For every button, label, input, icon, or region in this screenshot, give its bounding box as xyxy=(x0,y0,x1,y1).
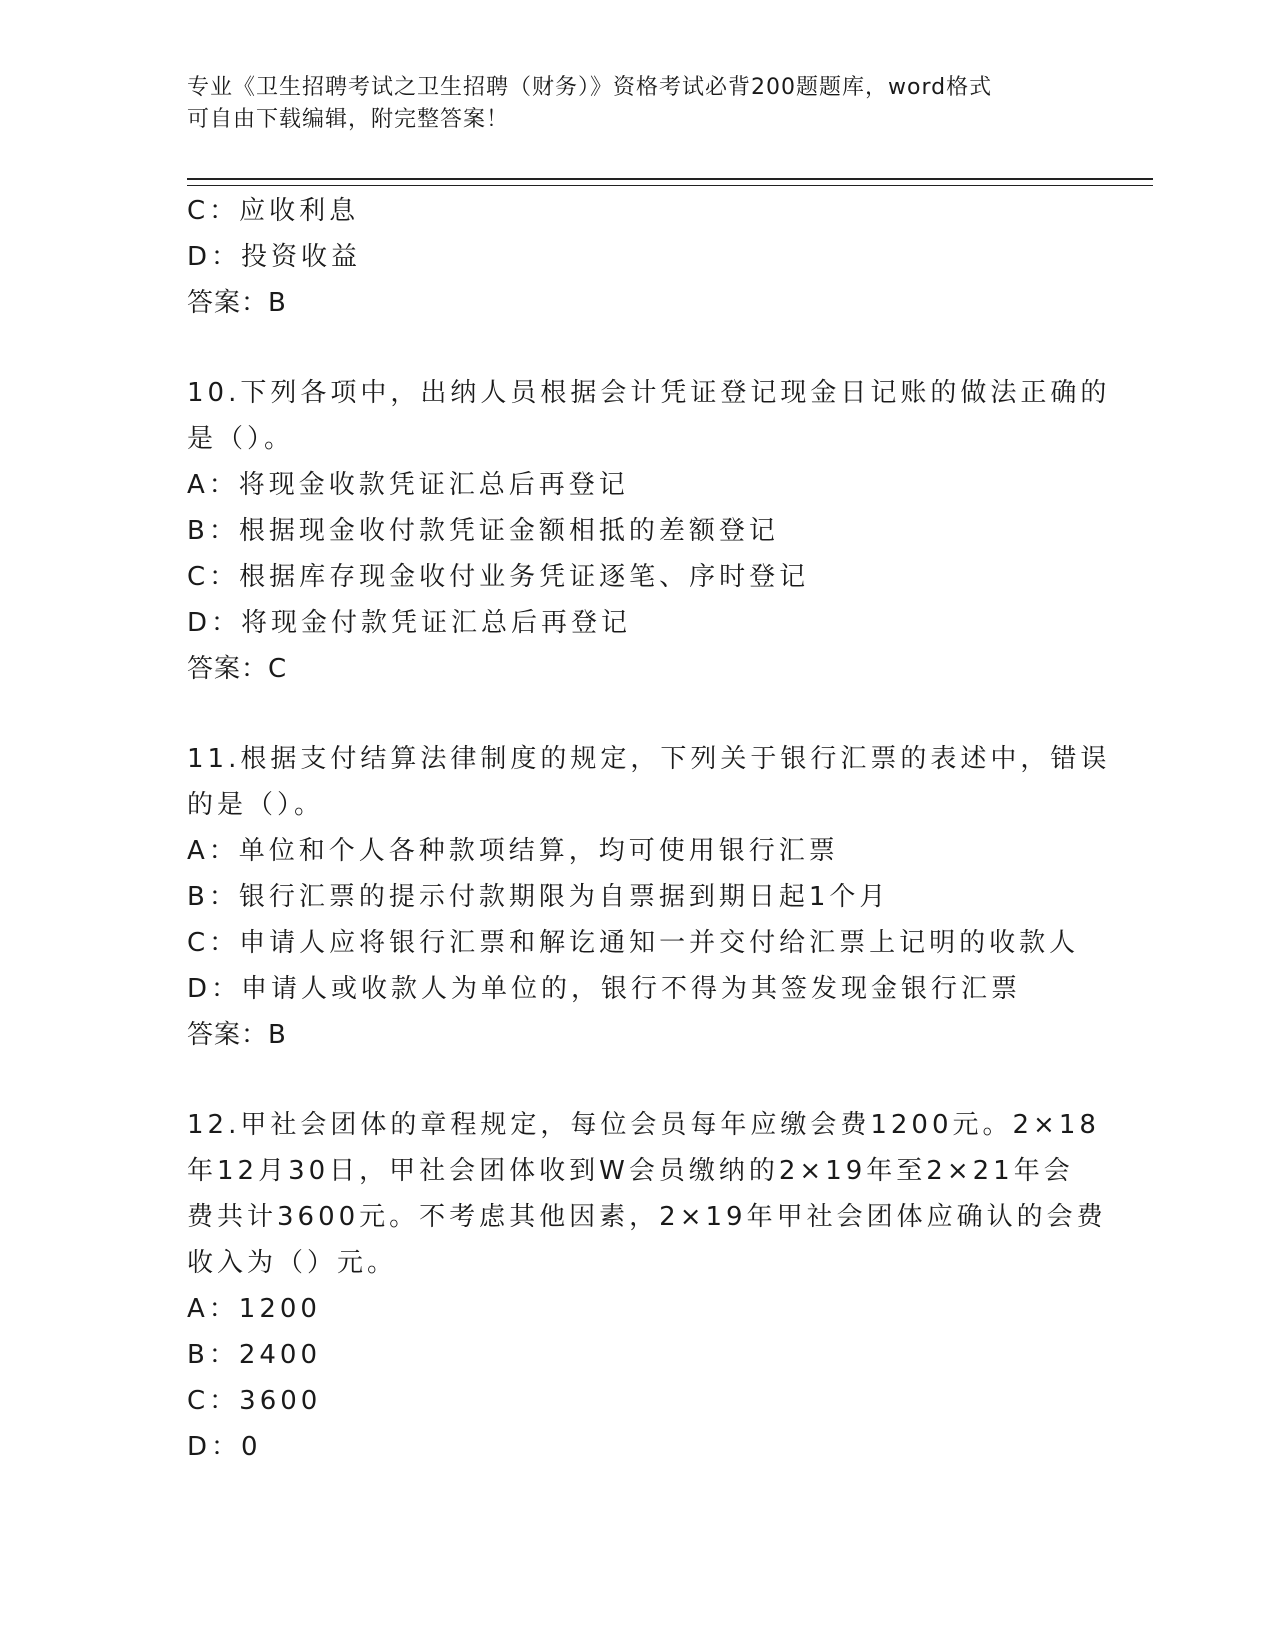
q11-option-c: C：申请人应将银行汇票和解讫通知一并交付给汇票上记明的收款人 xyxy=(187,928,1080,958)
question-12 xyxy=(187,1102,1107,1470)
q10-stem-line-1: 10.下列各项中，出纳人员根据会计凭证登记现金日记账的做法正确的 xyxy=(187,378,1111,408)
q12-option-a: A：1200 xyxy=(187,1294,321,1324)
q12-stem-line-4: 收入为（）元。 xyxy=(187,1248,398,1278)
q12-stem-line-1: 12.甲社会团体的章程规定，每位会员每年应缴会费1200元。2×18 xyxy=(187,1110,1100,1140)
q12-option-b: B：2400 xyxy=(187,1340,322,1370)
q11-stem-line-1: 11.根据支付结算法律制度的规定，下列关于银行汇票的表述中，错误 xyxy=(187,744,1111,774)
header-title-line-1: 专业《卫生招聘考试之卫生招聘（财务）》资格考试必背200题题库，word格式 xyxy=(187,75,993,100)
header-divider xyxy=(187,178,1153,186)
q10-option-b: B：根据现金收付款凭证金额相抵的差额登记 xyxy=(187,516,779,546)
q11-stem-line-2: 的是（）。 xyxy=(187,790,325,820)
q11-option-a: A：单位和个人各种款项结算，均可使用银行汇票 xyxy=(187,836,839,866)
question-9-tail xyxy=(187,188,1087,326)
q10-option-d: D：将现金付款凭证汇总后再登记 xyxy=(187,608,632,638)
q10-option-a: A：将现金收款凭证汇总后再登记 xyxy=(187,470,629,500)
q11-option-b: B：银行汇票的提示付款期限为自票据到期日起1个月 xyxy=(187,882,890,912)
spacer xyxy=(187,692,1087,736)
q9-option-c: C：应收利息 xyxy=(187,196,360,226)
spacer xyxy=(187,1058,1087,1102)
q12-stem-line-3: 费共计3600元。不考虑其他因素，2×19年甲社会团体应确认的会费 xyxy=(187,1202,1107,1232)
q9-option-d: D：投资收益 xyxy=(187,242,362,272)
q12-stem-line-2: 年12月30日，甲社会团体收到W会员缴纳的2×19年至2×21年会 xyxy=(187,1156,1074,1186)
question-content xyxy=(187,188,1111,1470)
q10-stem-line-2: 是（）。 xyxy=(187,424,295,454)
q12-option-d: D：0 xyxy=(187,1432,262,1462)
q10-answer: 答案：C xyxy=(187,654,288,684)
q12-option-c: C：3600 xyxy=(187,1386,322,1416)
q11-option-d: D：申请人或收款人为单位的，银行不得为其签发现金银行汇票 xyxy=(187,974,1022,1004)
header-title-line-2: 可自由下载编辑，附完整答案！ xyxy=(187,107,510,132)
q9-answer: 答案：B xyxy=(187,288,287,318)
document-header xyxy=(187,72,1067,136)
question-10 xyxy=(187,370,1111,692)
spacer xyxy=(187,326,1087,370)
q11-answer: 答案：B xyxy=(187,1020,287,1050)
q10-option-c: C：根据库存现金收付业务凭证逐笔、序时登记 xyxy=(187,562,810,592)
question-11 xyxy=(187,736,1111,1058)
